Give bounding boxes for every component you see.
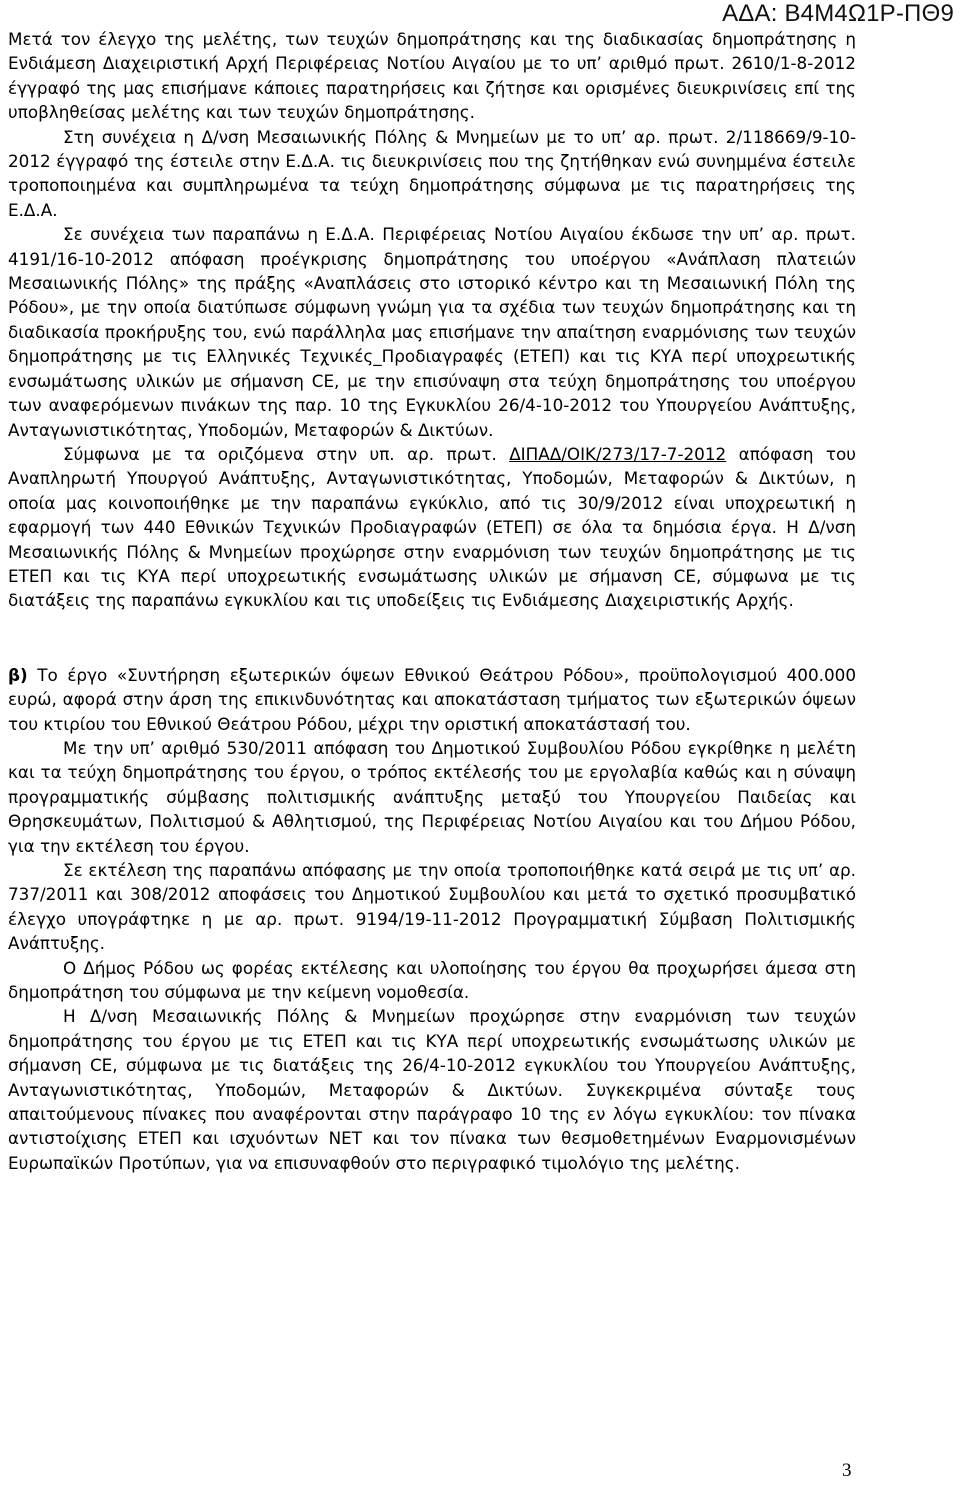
paragraph-preapproval: Σε συνέχεια των παραπάνω η Ε.Δ.Α. Περιφέρειας Νοτίου Αιγαίου έκδωσε την υπ’ αρ. πρωτ. 4191/16-10-2012 απόφαση προέγκρισης δημοπράτησης του υποέργου «Ανάπλαση πλατειών Μεσαιωνικής Πόλης» της πράξης «Αναπλάσεις στο ιστορικό κέντρο και τη Μεσαιωνική Πόλη της Ρόδου», με την οποία διατύπωσε σύμφωνη γνώμη για τα σχέδια των τευχών δημοπράτησης και τη διαδικασία προκήρυξης του, ενώ παράλληλα μας επισήμανε την απαίτηση εναρμόνισης των τευχών δημοπράτησης με τις Ελληνικές Τεχνικές_Προδιαγραφές (ΕΤΕΠ) και τις ΚΥΑ περί υποχρεωτικής ενσωμάτωσης υλικών με σήμανση CE, με την επισύναψη στα τεύχη δημοπράτησης του υποέργου των αναφερόμενων πινάκων της παρ. 10 της Εγκυκλίου 26/4-10-2012 του Υπουργείου Ανάπτυξης, Ανταγωνιστικότητας, Υποδομών, Μεταφορών & Δικτύων. [8,224,856,440]
paragraph-tender: Ο Δήμος Ρόδου ως φορέας εκτέλεσης και υλοποίησης του έργου θα προχωρήσει άμεσα στη δημοπράτηση του σύμφωνα με την κείμενη νομοθεσία. [8,957,856,1003]
section-label-b: β) [8,664,28,685]
project-b-text: Το έργο «Συντήρηση εξωτερικών όψεων Εθνικού Θεάτρου Ρόδου», προϋπολογισμού 400.000 ευρώ, αφορά στην άρση της επικινδυνότητας και αποκατάσταση τμήματος των εξωτερικών όψεων του κτιρίου του Εθνικού Θεάτρου Ρόδου, μέχρι την οριστική αποκατάστασή του. [8,664,856,734]
etep-text-before: Σύμφωνα με τα οριζόμενα στην υπ. αρ. πρωτ. [63,443,510,464]
paragraph-council-approval: Με την υπ’ αριθμό 530/2011 απόφαση του Δημοτικού Συμβουλίου Ρόδου εγκρίθηκε η μελέτη και τα τεύχη δημοπράτησης του έργου, ο τρόπος εκτέλεσής του με εργολαβία καθώς και η σύναψη προγραμματικής σύμβασης πολιτισμικής ανάπτυξης μεταξύ του Υπουργείου Παιδείας και Θρησκευμάτων, Πολιτισμού & Αθλητισμού, της Περιφέρειας Νοτίου Αιγαίου και του Δήμου Ρόδου, για την εκτέλεση του έργου. [8,737,856,856]
paragraph-harmonization: Η Δ/νση Μεσαιωνικής Πόλης & Μνημείων προχώρησε στην εναρμόνιση των τευχών δημοπράτησης του έργου με τις ΕΤΕΠ και τις ΚΥΑ περί υποχρεωτικής ενσωμάτωσης υλικών με σήμανση CE, σύμφωνα με τις διατάξεις της 26/4-10-2012 εγκυκλίου του Υπουργείου Ανάπτυξης, Ανταγωνιστικότητας, Υποδομών, Μεταφορών & Δικτύων. Συγκεκριμένα σύνταξε τους απαιτούμενους πίνακες που αναφέρονται στην παράγραφο 10 της εν λόγω εγκυκλίου: τον πίνακα αντιστοίχισης ΕΤΕΠ και ισχυόντων ΝΕΤ και τον πίνακα των θεσμοθετημένων Εναρμονισμένων Ευρωπαϊκών Προτύπων, για να επισυναφθούν στο περιγραφικό τιμολόγιο της μελέτης. [8,1006,856,1173]
document-body [8,27,856,1175]
paragraph-edia-review: Μετά τον έλεγχο της μελέτης, των τευχών δημοπράτησης και της διαδικασίας δημοπράτησης η Ενδιάμεση Διαχειριστική Αρχή Περιφέρειας Νοτίου Αιγαίου με το υπ’ αριθμό πρωτ. 2610/1-8-2012 έγγραφό της μας επισήμανε κάποιες παρατηρήσεις και ζήτησε και ορισμένες διευκρινίσεις επί της υποβληθείσας μελέτης και των τευχών δημοπράτησης. [8,29,856,123]
paragraph-etep-decision [8,442,856,613]
page-number: 3 [842,1460,852,1481]
paragraph-clarifications: Στη συνέχεια η Δ/νση Μεσαιωνικής Πόλης & Μνημείων με το υπ’ αρ. πρωτ. 2/118669/9-10-2012 έγγραφό της έστειλε στην Ε.Δ.Α. τις διευκρινίσεις που της ζητήθηκαν ενώ συνημμένα έστειλε τροποποιημένα και συμπληρωμένα τα τεύχη δημοπράτησης σύμφωνα με τις παρατηρήσεις της Ε.Δ.Α. [8,126,856,220]
ada-code: ΑΔΑ: Β4Μ4Ω1Ρ-ΠΘ9 [722,0,954,27]
decision-reference: ΔΙΠΑΔ/ΟΙΚ/273/17-7-2012 [509,443,727,464]
etep-text-after: απόφαση του Αναπληρωτή Υπουργού Ανάπτυξης, Ανταγωνιστικότητας, Υποδομών, Μεταφορών & Δικτύων, η οποία μας κοινοποιήθηκε με την παραπάνω εγκύκλιο, από τις 30/9/2012 είναι υποχρεωτική η εφαρμογή των 440 Εθνικών Τεχνικών Προδιαγραφών (ΕΤΕΠ) σε όλα τα δημόσια έργα. Η Δ/νση Μεσαιωνικής Πόλης & Μνημείων προχώρησε στην εναρμόνιση των τευχών δημοπράτησης με τις ΕΤΕΠ και τις ΚΥΑ περί υποχρεωτικής ενσωμάτωσης υλικών με σήμανση CE, σύμφωνα με τις διατάξεις της παραπάνω εγκυκλίου και τις υποδείξεις τις Ενδιάμεσης Διαχειριστικής Αρχής. [8,443,856,611]
paragraph-project-b [8,663,856,736]
section-gap [8,613,856,663]
paragraph-programmatic-contract: Σε εκτέλεση της παραπάνω απόφασης με την οποία τροποποιήθηκε κατά σειρά με τις υπ’ αρ. 737/2011 και 308/2012 αποφάσεις του Δημοτικού Συμβουλίου και μετά το σχετικό προσυμβατικό έλεγχο υπογράφτηκε η με αρ. πρωτ. 9194/19-11-2012 Προγραμματική Σύμβαση Πολιτισμικής Ανάπτυξης. [8,860,856,954]
